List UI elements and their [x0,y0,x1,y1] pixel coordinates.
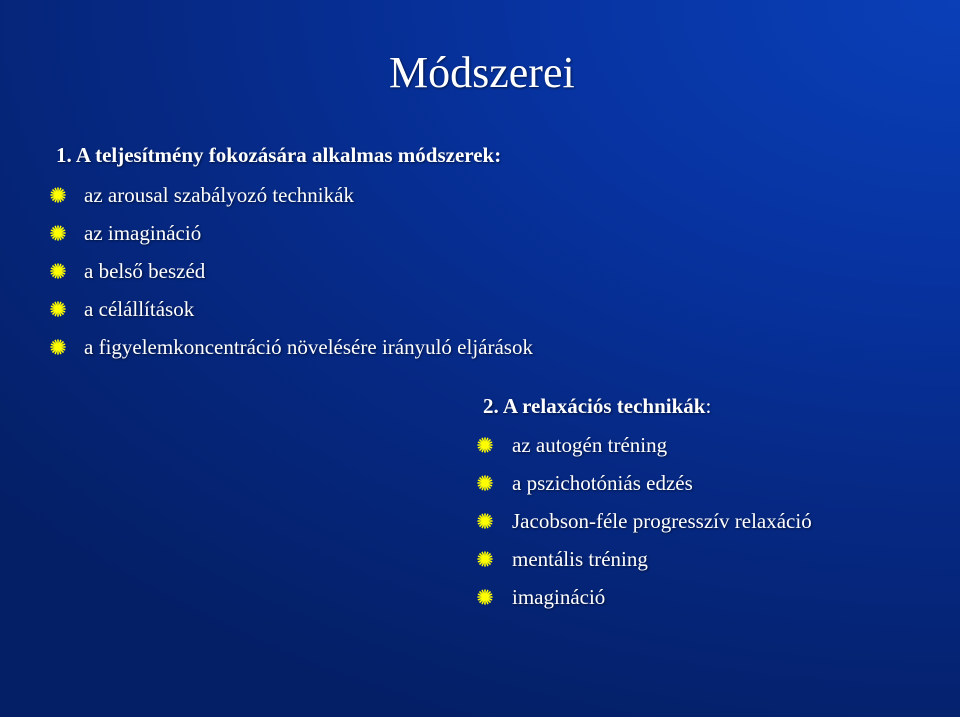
section-heading [483,391,812,421]
list-item [477,540,812,578]
list-item-label: imagináció [512,585,606,609]
bullet-list [56,176,533,366]
list-item [477,578,812,616]
list-item-label: az imagináció [84,221,202,245]
starburst-icon [50,339,66,355]
starburst-icon [50,301,66,317]
list-item [50,176,533,214]
starburst-icon [477,437,493,453]
list-item [50,290,533,328]
list-item [50,328,533,366]
list-item [477,464,812,502]
bullet-list [483,426,812,616]
slide-title: Módszerei [389,48,575,97]
list-item-label: a célállítások [84,297,195,321]
list-item [477,426,812,464]
section-performance-methods [56,140,533,366]
list-item-label: a pszichotóniás edzés [512,471,693,495]
starburst-icon [477,475,493,491]
section-relaxation-techniques [483,391,812,616]
list-item-label: az arousal szabályozó technikák [84,183,354,207]
section-heading-colon: : [705,394,712,418]
list-item-label: mentális tréning [512,547,648,571]
list-item-label: a figyelemkoncentráció növelésére irányuló eljárások [84,335,533,359]
list-item [477,502,812,540]
starburst-icon [477,589,493,605]
section-heading-text: 2. A relaxációs technikák [483,394,706,418]
starburst-icon [50,187,66,203]
section-heading: 1. A teljesítmény fokozására alkalmas módszerek: [56,143,502,167]
list-item-label: az autogén tréning [512,433,668,457]
starburst-icon [477,513,493,529]
list-item-label: Jacobson-féle progresszív relaxáció [512,509,812,533]
list-item [50,214,533,252]
starburst-icon [50,225,66,241]
starburst-icon [477,551,493,567]
list-item [50,252,533,290]
list-item-label: a belső beszéd [84,259,206,283]
starburst-icon [50,263,66,279]
